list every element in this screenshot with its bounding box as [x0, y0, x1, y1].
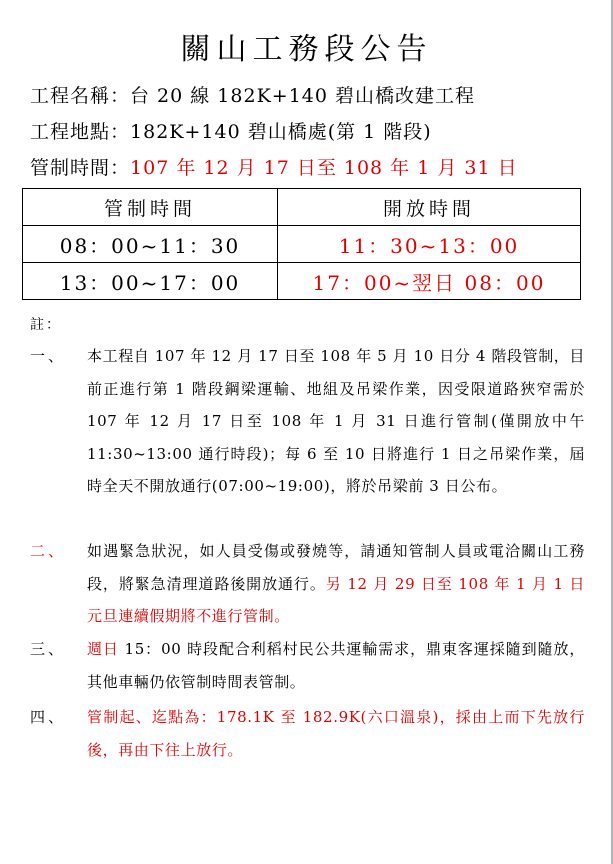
project-location-value: 182K+140 碧山橋處(第 1 階段) — [130, 121, 432, 143]
control-period-value: 107 年 12 月 17 日至 108 年 1 月 31 日 — [130, 157, 518, 179]
project-location-label: 工程地點： — [30, 121, 131, 143]
control-time-cell: 08：00~11：30 — [23, 226, 278, 263]
header-control-time: 管制時間 — [23, 189, 278, 226]
note-text-highlight: 另 12 月 29 日至 108 年 1 月 1 日元旦連續假期將不進行管制。 — [87, 574, 585, 625]
note-item-4 — [30, 701, 590, 766]
note-body — [87, 633, 585, 698]
control-period-label: 管制時間： — [30, 157, 131, 179]
project-name-label: 工程名稱： — [30, 85, 131, 107]
note-item-2 — [30, 535, 590, 633]
note-body — [87, 535, 585, 633]
note-marker: 三、 — [30, 640, 67, 658]
note-item-3 — [30, 633, 590, 698]
note-marker: 一、 — [30, 347, 67, 365]
notice-title: 關山工務段公告 — [180, 32, 433, 67]
note-body — [87, 701, 585, 766]
note-text-highlight: 週日 — [87, 640, 119, 658]
project-location-line — [30, 118, 432, 146]
project-name-line — [30, 82, 475, 110]
header-open-time: 開放時間 — [278, 189, 581, 226]
note-text: 15：00 時段配合利稻村民公共運輸需求，鼎東客運採隨到隨放，其他車輛仍依管制時間表管制。 — [87, 640, 585, 691]
open-time-cell: 17：00~翌日 08：00 — [278, 263, 581, 300]
notes-label: 註： — [30, 317, 62, 333]
note-body — [87, 340, 585, 503]
schedule-row — [23, 226, 581, 263]
open-time-cell: 11：30~13：00 — [278, 226, 581, 263]
note-marker: 二、 — [30, 542, 67, 560]
control-period-line — [30, 154, 518, 182]
note-item-1 — [30, 340, 590, 503]
schedule-table — [22, 188, 581, 300]
note-marker: 四、 — [30, 708, 67, 726]
schedule-header-row — [23, 189, 581, 226]
control-time-cell: 13：00~17：00 — [23, 263, 278, 300]
project-name-value: 台 20 線 182K+140 碧山橋改建工程 — [130, 85, 475, 107]
note-text: 如遇緊急狀況，如人員受傷或發燒等，請通知管制人員或電洽關山工務段，將緊急清理道路後開放通行。 — [87, 542, 585, 593]
schedule-row — [23, 263, 581, 300]
note-text: 本工程自 107 年 12 月 17 日至 108 年 5 月 10 日分 4 階段管制，目前正進行第 1 階段鋼梁運輸、地組及吊梁作業，因受限道路狹窄需於 107 年 12 月 17 日至 108 年 1 月 31 日進行管制(僅開放中午 11:30~13:00 通行時段)；每 6 至 10 日將進行 1 日之吊梁作業，屆時全天不開放通行(07:00~19:00)，將於吊梁前 3 日公布。 — [87, 347, 585, 495]
note-text-highlight: 管制起、迄點為：178.1K 至 182.9K(六口溫泉)，採由上而下先放行後，再由下往上放行。 — [87, 708, 585, 759]
